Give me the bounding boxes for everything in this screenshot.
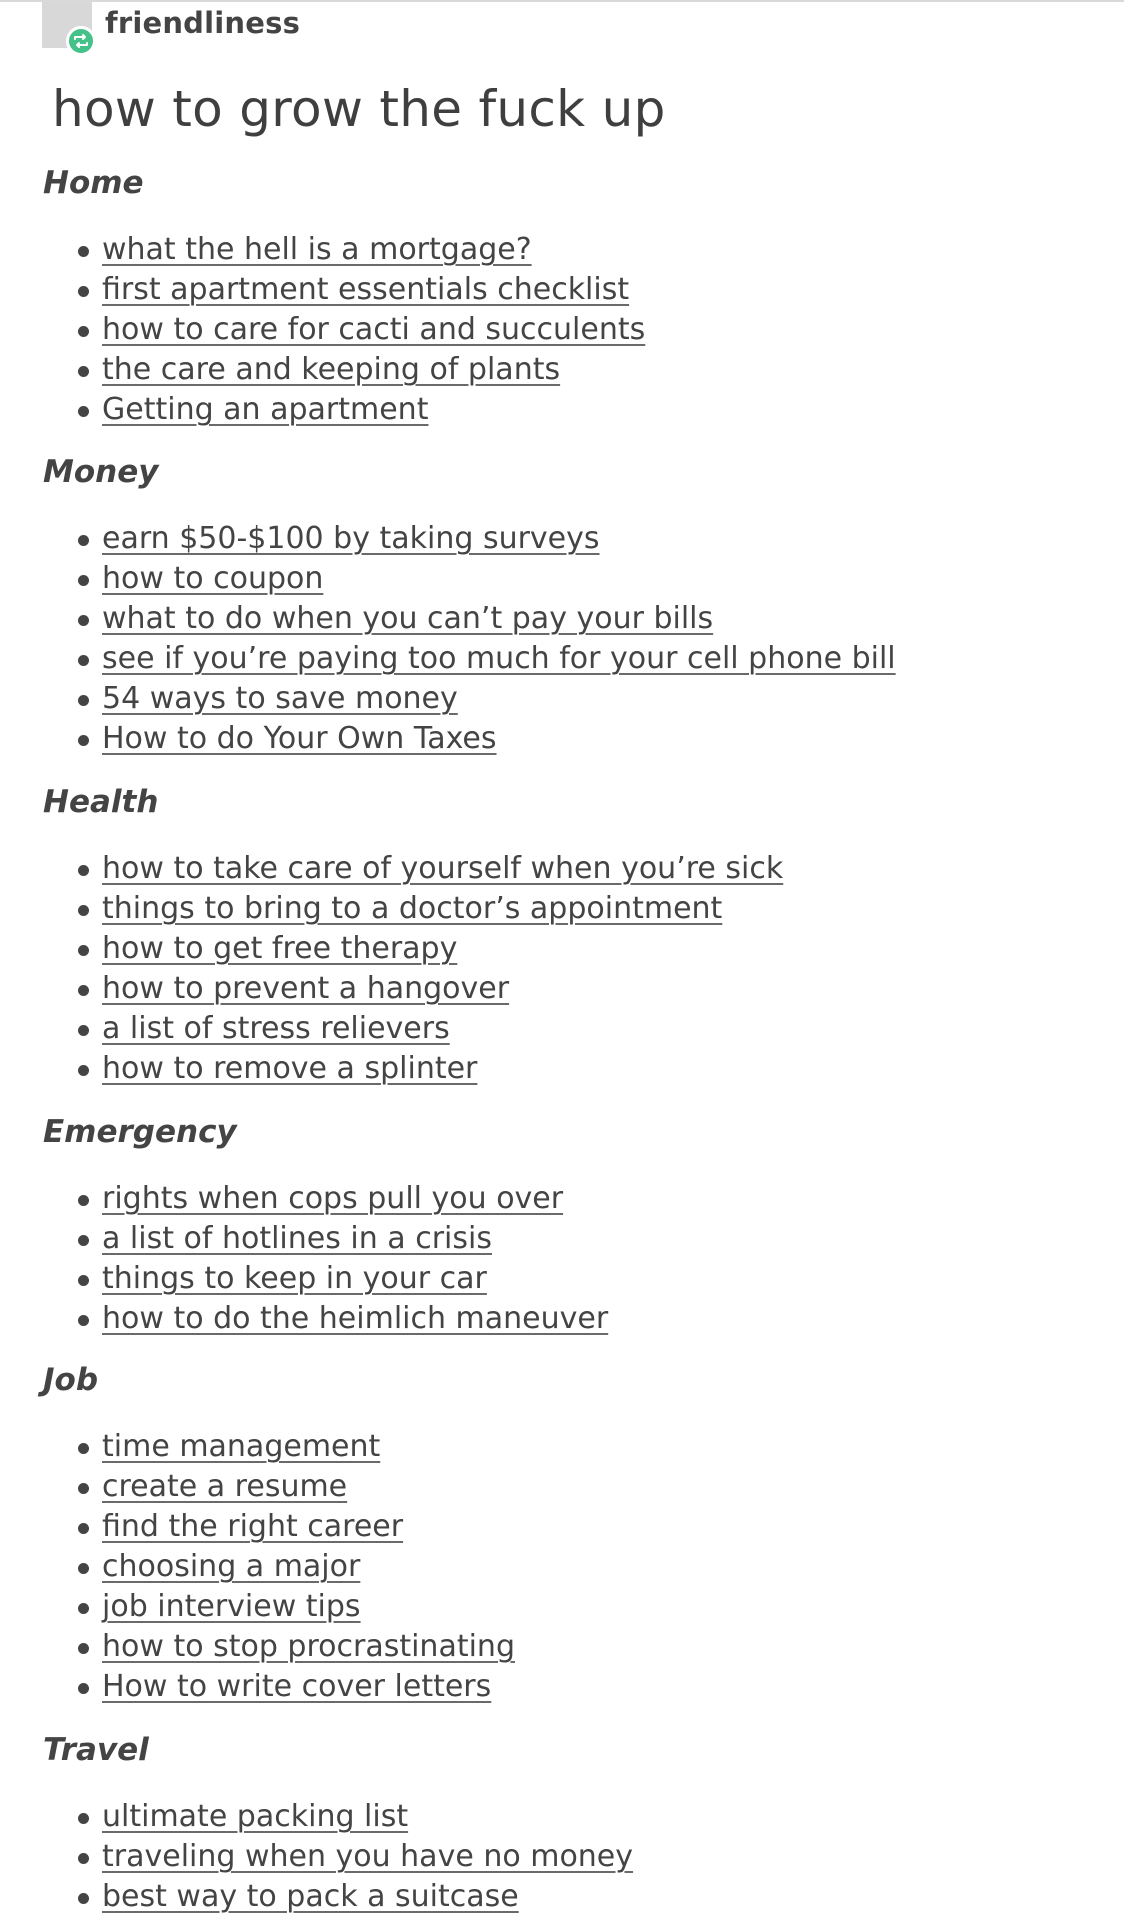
article-link[interactable]: Getting an apartment bbox=[102, 392, 429, 427]
bullet bbox=[78, 366, 89, 377]
article-link[interactable]: what the hell is a mortgage? bbox=[102, 232, 532, 267]
section-heading-emergency: Emergency bbox=[43, 1114, 237, 1150]
article-link[interactable]: see if you’re paying too much for your cell phone bill bbox=[102, 641, 896, 676]
article-link[interactable]: How to do Your Own Taxes bbox=[102, 721, 497, 756]
bullet bbox=[78, 1235, 89, 1246]
article-link[interactable]: how to do the heimlich maneuver bbox=[102, 1301, 609, 1336]
post-title: how to grow the fuck up bbox=[52, 80, 666, 138]
bullet bbox=[78, 735, 89, 746]
bullet bbox=[78, 575, 89, 586]
bullet bbox=[78, 905, 89, 916]
article-link[interactable]: traveling when you have no money bbox=[102, 1839, 634, 1874]
bullet bbox=[78, 695, 89, 706]
bullet bbox=[78, 1275, 89, 1286]
bullet bbox=[78, 1683, 89, 1694]
article-link[interactable]: how to get free therapy bbox=[102, 931, 458, 966]
reblog-icon bbox=[66, 26, 96, 56]
article-link[interactable]: a list of hotlines in a crisis bbox=[102, 1221, 492, 1256]
article-link[interactable]: rights when cops pull you over bbox=[102, 1181, 564, 1216]
bullet bbox=[78, 1025, 89, 1036]
article-link[interactable]: things to keep in your car bbox=[102, 1261, 487, 1296]
bullet bbox=[78, 286, 89, 297]
bullet bbox=[78, 1065, 89, 1076]
article-link[interactable]: a list of stress relievers bbox=[102, 1011, 450, 1046]
section-heading-travel: Travel bbox=[43, 1732, 149, 1768]
article-link[interactable]: create a resume bbox=[102, 1469, 348, 1504]
bullet bbox=[78, 246, 89, 257]
bullet bbox=[78, 985, 89, 996]
bullet bbox=[78, 1483, 89, 1494]
bullet bbox=[78, 655, 89, 666]
section-heading-money: Money bbox=[43, 454, 159, 490]
bullet bbox=[78, 1643, 89, 1654]
bullet bbox=[78, 406, 89, 417]
bullet bbox=[78, 1195, 89, 1206]
section-heading-home: Home bbox=[43, 165, 144, 201]
article-link[interactable]: things to bring to a doctor’s appointment bbox=[102, 891, 723, 926]
article-link[interactable]: how to remove a splinter bbox=[102, 1051, 478, 1086]
article-link[interactable]: earn $50-$100 by taking surveys bbox=[102, 521, 600, 556]
bullet bbox=[78, 865, 89, 876]
article-link[interactable]: job interview tips bbox=[102, 1589, 361, 1624]
bullet bbox=[78, 535, 89, 546]
bullet bbox=[78, 1443, 89, 1454]
article-link[interactable]: ultimate packing list bbox=[102, 1799, 409, 1834]
article-link[interactable]: time management bbox=[102, 1429, 381, 1464]
bullet bbox=[78, 1853, 89, 1864]
bullet bbox=[78, 1315, 89, 1326]
article-link[interactable]: how to prevent a hangover bbox=[102, 971, 510, 1006]
bullet bbox=[78, 1893, 89, 1904]
bullet bbox=[78, 326, 89, 337]
article-link[interactable]: first apartment essentials checklist bbox=[102, 272, 630, 307]
article-link[interactable]: 54 ways to save money bbox=[102, 681, 458, 716]
bullet bbox=[78, 615, 89, 626]
article-link[interactable]: how to care for cacti and succulents bbox=[102, 312, 646, 347]
article-link[interactable]: how to take care of yourself when you’re sick bbox=[102, 851, 784, 886]
article-link[interactable]: how to stop procrastinating bbox=[102, 1629, 515, 1664]
article-link[interactable]: find the right career bbox=[102, 1509, 404, 1544]
post-header bbox=[42, 2, 642, 62]
article-link[interactable]: how to coupon bbox=[102, 561, 324, 596]
article-link[interactable]: best way to pack a suitcase bbox=[102, 1879, 519, 1914]
article-link[interactable]: How to write cover letters bbox=[102, 1669, 492, 1704]
article-link[interactable]: choosing a major bbox=[102, 1549, 361, 1584]
bullet bbox=[78, 945, 89, 956]
bullet bbox=[78, 1603, 89, 1614]
section-heading-health: Health bbox=[43, 784, 159, 820]
bullet bbox=[78, 1813, 89, 1824]
article-link[interactable]: the care and keeping of plants bbox=[102, 352, 561, 387]
bullet bbox=[78, 1523, 89, 1534]
section-heading-job: Job bbox=[43, 1362, 99, 1398]
bullet bbox=[78, 1563, 89, 1574]
article-link[interactable]: what to do when you can’t pay your bills bbox=[102, 601, 714, 636]
username-link[interactable]: friendliness bbox=[105, 6, 301, 40]
